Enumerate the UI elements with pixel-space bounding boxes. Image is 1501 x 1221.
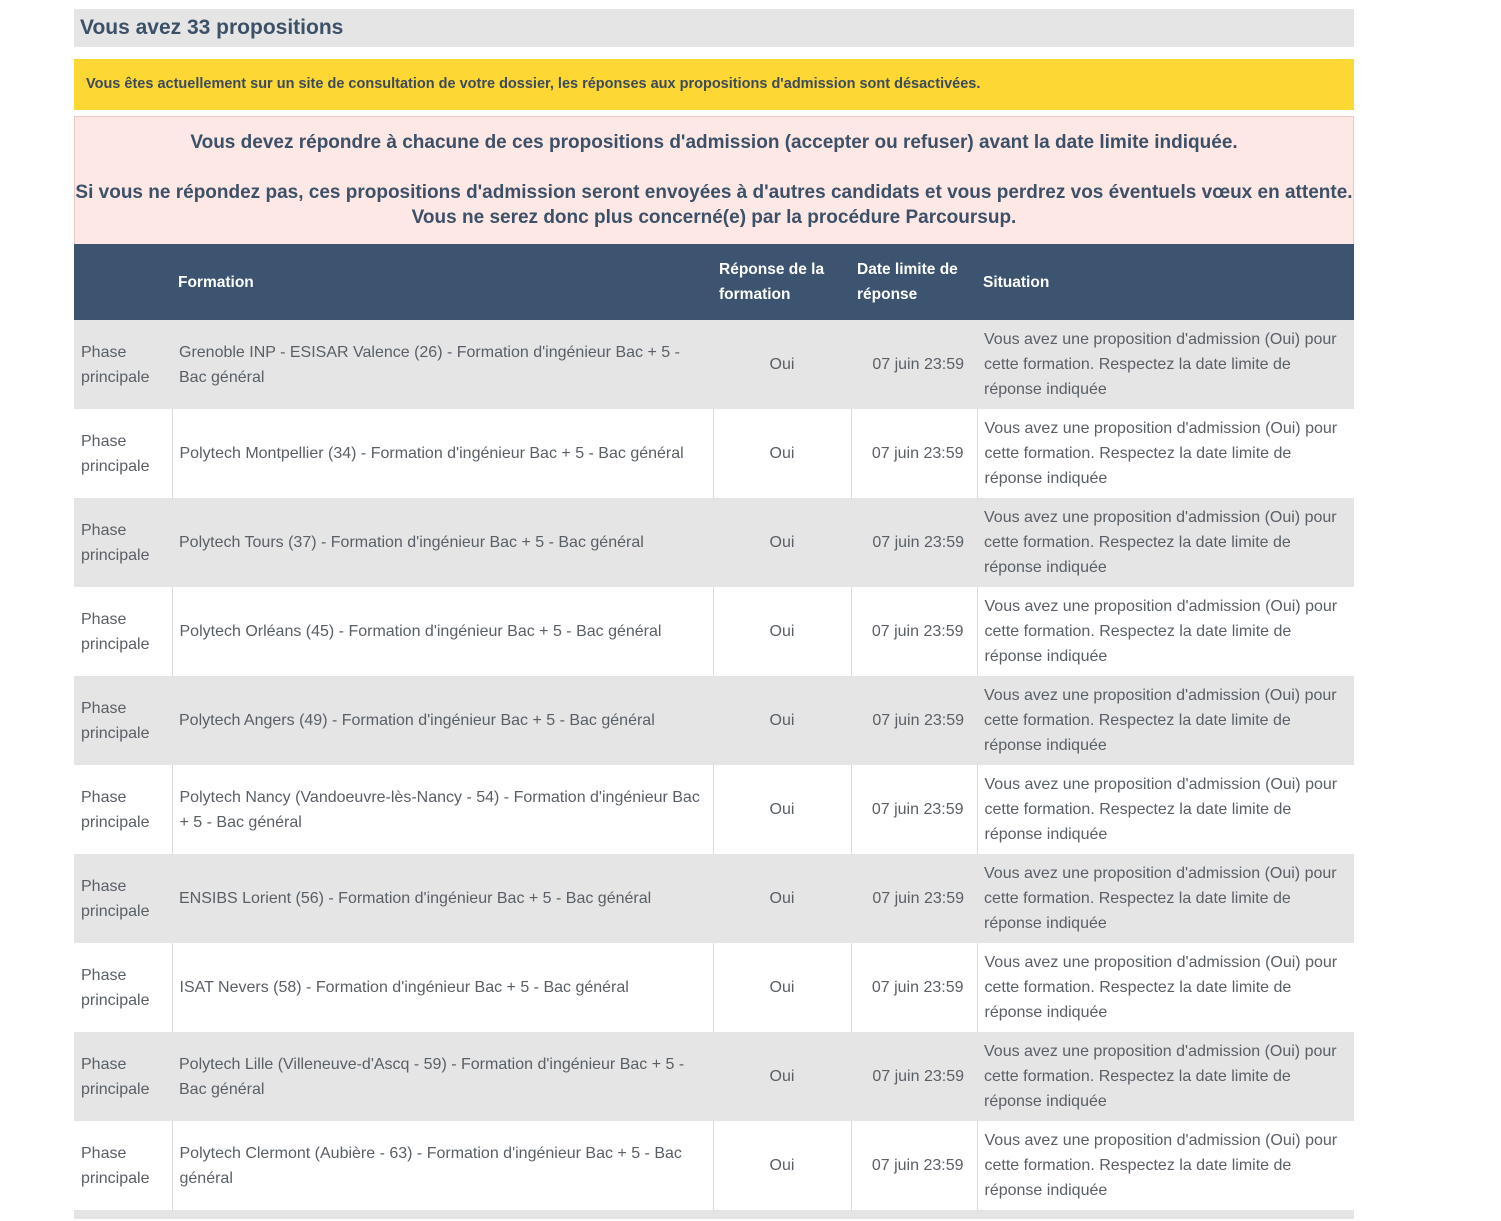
cell-phase: Phase principale <box>81 1055 150 1098</box>
cell-phase: Phase principale <box>81 966 150 1009</box>
cell-formation: Polytech Lille (Villeneuve-d'Ascq - 59) - Formation d'ingénieur Bac + 5 - Bac général <box>179 1055 685 1098</box>
cell-reponse: Oui <box>769 356 795 373</box>
table-header-row <box>74 244 1354 320</box>
propositions-panel <box>74 9 1354 1219</box>
cell-situation: Vous avez une proposition d'admission (Oui) pour cette formation. Respectez la date limite de réponse indiquée <box>977 587 1354 676</box>
table-footer-strip <box>74 1210 1354 1219</box>
alert-line-2: Si vous ne répondez pas, ces propositions d'admission seront envoyées à d'autres candidats et vous perdrez vos éventuels vœux en attente. Vous ne serez donc plus concerné(e) par la procédure Parcoursup. <box>75 182 1353 228</box>
cell-situation: Vous avez une proposition d'admission (Oui) pour cette formation. Respectez la date limite de réponse indiquée <box>977 765 1354 854</box>
table-row <box>74 587 1354 676</box>
cell-formation: Polytech Montpellier (34) - Formation d'ingénieur Bac + 5 - Bac général <box>172 409 713 498</box>
cell-situation: Vous avez une proposition d'admission (Oui) pour cette formation. Respectez la date limite de réponse indiquée <box>984 687 1337 754</box>
cell-formation: Polytech Tours (37) - Formation d'ingénieur Bac + 5 - Bac général <box>179 534 644 551</box>
cell-formation: ISAT Nevers (58) - Formation d'ingénieur Bac + 5 - Bac général <box>172 943 713 1032</box>
cell-formation: Polytech Angers (49) - Formation d'ingénieur Bac + 5 - Bac général <box>179 712 655 729</box>
cell-phase: Phase principale <box>81 877 150 920</box>
cell-phase: Phase principale <box>81 432 150 475</box>
cell-reponse: Oui <box>769 1068 795 1085</box>
cell-date: 07 juin 23:59 <box>872 356 964 373</box>
page-title: Vous avez 33 propositions <box>74 9 1354 47</box>
alert-line-1: Vous devez répondre à chacune de ces propositions d'admission (accepter ou refuser) avant la date limite indiquée. <box>190 132 1238 153</box>
cell-reponse: Oui <box>769 534 795 551</box>
cell-reponse: Oui <box>713 765 851 854</box>
cell-situation: Vous avez une proposition d'admission (Oui) pour cette formation. Respectez la date limite de réponse indiquée <box>984 1043 1337 1110</box>
cell-date: 07 juin 23:59 <box>872 890 964 907</box>
cell-formation: Grenoble INP - ESISAR Valence (26) - Formation d'ingénieur Bac + 5 - Bac général <box>179 343 680 386</box>
cell-phase: Phase principale <box>81 788 150 831</box>
cell-date: 07 juin 23:59 <box>851 943 977 1032</box>
table-row <box>74 1121 1354 1210</box>
cell-phase: Phase principale <box>81 1144 150 1187</box>
cell-formation: ENSIBS Lorient (56) - Formation d'ingénieur Bac + 5 - Bac général <box>179 890 652 907</box>
cell-reponse: Oui <box>713 587 851 676</box>
cell-phase: Phase principale <box>81 343 150 386</box>
table-row <box>74 765 1354 854</box>
cell-date: 07 juin 23:59 <box>872 534 964 551</box>
cell-situation: Vous avez une proposition d'admission (Oui) pour cette formation. Respectez la date limite de réponse indiquée <box>977 1121 1354 1210</box>
cell-phase: Phase principale <box>81 610 150 653</box>
table-row <box>74 1032 1354 1121</box>
column-header-reponse: Réponse de la formation <box>719 261 825 303</box>
column-header-phase <box>74 244 172 320</box>
table-row <box>74 943 1354 1032</box>
cell-situation: Vous avez une proposition d'admission (Oui) pour cette formation. Respectez la date limite de réponse indiquée <box>977 409 1354 498</box>
cell-reponse: Oui <box>713 1121 851 1210</box>
cell-situation: Vous avez une proposition d'admission (Oui) pour cette formation. Respectez la date limite de réponse indiquée <box>984 331 1337 398</box>
propositions-table <box>74 244 1354 1210</box>
deadline-alert <box>74 116 1354 244</box>
cell-date: 07 juin 23:59 <box>851 587 977 676</box>
cell-formation: Polytech Clermont (Aubière - 63) - Formation d'ingénieur Bac + 5 - Bac général <box>172 1121 713 1210</box>
cell-situation: Vous avez une proposition d'admission (Oui) pour cette formation. Respectez la date limite de réponse indiquée <box>984 509 1337 576</box>
column-header-formation: Formation <box>178 273 254 291</box>
cell-phase: Phase principale <box>81 699 150 742</box>
cell-date: 07 juin 23:59 <box>851 1121 977 1210</box>
cell-situation: Vous avez une proposition d'admission (Oui) pour cette formation. Respectez la date limite de réponse indiquée <box>984 865 1337 932</box>
cell-reponse: Oui <box>713 409 851 498</box>
cell-formation: Polytech Orléans (45) - Formation d'ingénieur Bac + 5 - Bac général <box>172 587 713 676</box>
cell-formation: Polytech Nancy (Vandoeuvre-lès-Nancy - 54) - Formation d'ingénieur Bac + 5 - Bac général <box>172 765 713 854</box>
cell-reponse: Oui <box>769 890 795 907</box>
table-row <box>74 498 1354 587</box>
cell-date: 07 juin 23:59 <box>872 1068 964 1085</box>
cell-phase: Phase principale <box>81 521 150 564</box>
table-row <box>74 676 1354 765</box>
cell-date: 07 juin 23:59 <box>851 765 977 854</box>
cell-date: 07 juin 23:59 <box>851 409 977 498</box>
consultation-notice: Vous êtes actuellement sur un site de consultation de votre dossier, les réponses aux propositions d'admission sont désactivées. <box>74 59 1354 110</box>
cell-situation: Vous avez une proposition d'admission (Oui) pour cette formation. Respectez la date limite de réponse indiquée <box>977 943 1354 1032</box>
cell-reponse: Oui <box>713 943 851 1032</box>
table-row <box>74 854 1354 943</box>
cell-date: 07 juin 23:59 <box>872 712 964 729</box>
table-row <box>74 320 1354 409</box>
column-header-situation: Situation <box>983 273 1050 291</box>
table-row <box>74 409 1354 498</box>
column-header-date: Date limite de réponse <box>857 261 958 303</box>
cell-reponse: Oui <box>769 712 795 729</box>
